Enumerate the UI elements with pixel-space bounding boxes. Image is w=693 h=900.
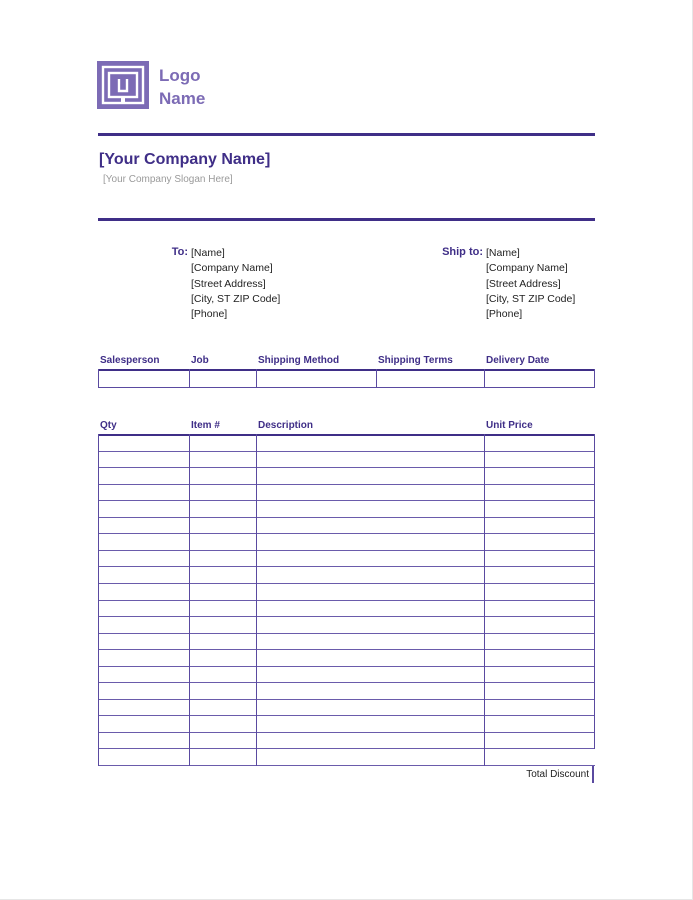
table-row bbox=[98, 517, 595, 518]
ship-to-company: [Company Name] bbox=[486, 262, 568, 275]
table-row bbox=[98, 467, 595, 468]
order-table-bottom-border bbox=[98, 387, 595, 388]
table-row bbox=[98, 682, 595, 683]
to-label: To: bbox=[171, 246, 188, 258]
table-row bbox=[98, 533, 595, 534]
to-address bbox=[191, 246, 280, 322]
logo-line-2: Name bbox=[159, 89, 206, 108]
table-row bbox=[98, 600, 595, 601]
header-qty: Qty bbox=[100, 420, 117, 431]
order-col-line bbox=[376, 369, 377, 388]
table-row bbox=[98, 484, 595, 485]
ship-to-city: [City, ST ZIP Code] bbox=[486, 292, 576, 305]
items-col-line bbox=[256, 434, 257, 766]
header-salesperson: Salesperson bbox=[100, 355, 160, 366]
ship-to-phone: [Phone] bbox=[486, 308, 523, 321]
header-top-rule bbox=[98, 133, 595, 136]
table-row bbox=[98, 616, 595, 617]
order-table-top-border bbox=[98, 369, 595, 371]
items-col-line bbox=[98, 434, 99, 766]
ship-to-address bbox=[486, 246, 575, 322]
company-slogan: [Your Company Slogan Here] bbox=[103, 174, 233, 185]
total-discount-field[interactable] bbox=[592, 766, 594, 783]
header-shipping-terms: Shipping Terms bbox=[378, 355, 453, 366]
logo-name bbox=[159, 64, 205, 110]
table-row bbox=[98, 748, 595, 749]
to-phone: [Phone] bbox=[191, 308, 228, 321]
ship-to-street: [Street Address] bbox=[486, 277, 561, 290]
items-col-line bbox=[484, 434, 485, 766]
header-delivery-date: Delivery Date bbox=[486, 355, 550, 366]
order-col-line bbox=[189, 369, 190, 388]
header-job: Job bbox=[191, 355, 209, 366]
order-col-line bbox=[594, 369, 595, 388]
to-city: [City, ST ZIP Code] bbox=[191, 292, 281, 305]
items-table-top-border bbox=[98, 434, 595, 436]
table-row bbox=[98, 566, 595, 567]
to-name: [Name] bbox=[191, 247, 225, 259]
to-company: [Company Name] bbox=[191, 262, 273, 275]
order-col-line bbox=[98, 369, 99, 388]
header-description: Description bbox=[258, 420, 314, 431]
company-name: [Your Company Name] bbox=[99, 151, 271, 168]
table-row bbox=[98, 633, 595, 634]
table-row bbox=[98, 715, 595, 716]
items-col-line bbox=[594, 434, 595, 749]
logo-icon bbox=[97, 61, 149, 109]
ship-to-name: [Name] bbox=[486, 247, 520, 259]
logo-line-1: Logo bbox=[159, 66, 201, 85]
table-row bbox=[98, 649, 595, 650]
table-row bbox=[98, 451, 595, 452]
header-shipping-method: Shipping Method bbox=[258, 355, 340, 366]
table-row bbox=[98, 765, 595, 766]
total-discount-label: Total Discount bbox=[526, 769, 589, 780]
table-row bbox=[98, 732, 595, 733]
table-row bbox=[98, 699, 595, 700]
order-col-line bbox=[484, 369, 485, 388]
header-unit-price: Unit Price bbox=[486, 420, 533, 431]
ship-to-label: Ship to: bbox=[442, 246, 483, 258]
table-row bbox=[98, 666, 595, 667]
header-item-number: Item # bbox=[191, 420, 220, 431]
items-col-line bbox=[189, 434, 190, 766]
to-street: [Street Address] bbox=[191, 277, 266, 290]
table-row bbox=[98, 500, 595, 501]
header-bottom-rule bbox=[98, 218, 595, 221]
table-row bbox=[98, 550, 595, 551]
order-col-line bbox=[256, 369, 257, 388]
table-row bbox=[98, 583, 595, 584]
